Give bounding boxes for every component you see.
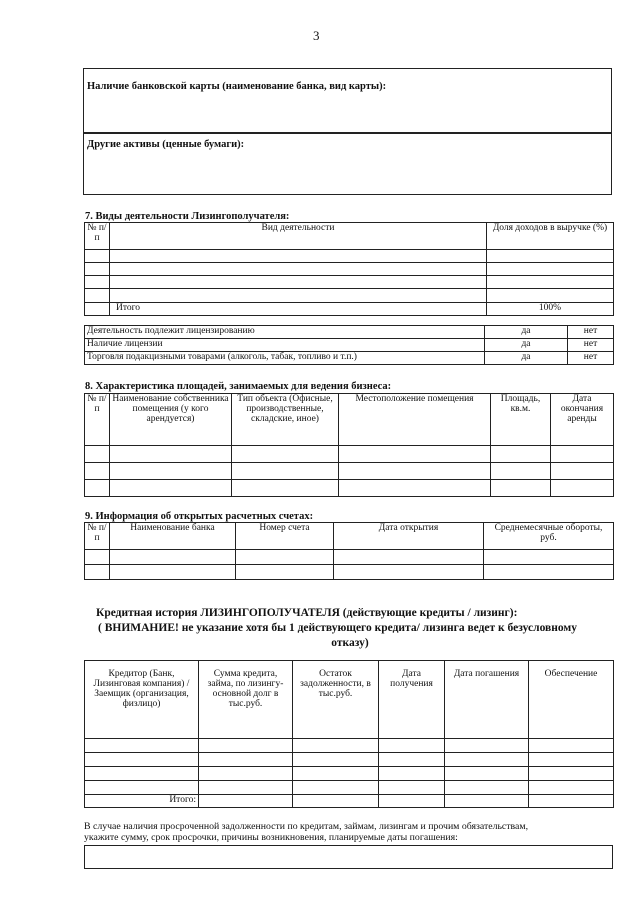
overdue-input-box[interactable] — [84, 845, 613, 869]
table-row[interactable] — [85, 480, 614, 497]
activities-total-value: 100% — [487, 303, 614, 316]
answer-no[interactable]: нет — [568, 352, 614, 365]
answer-yes[interactable]: да — [485, 339, 568, 352]
activities-header-activity: Вид деятельности — [110, 223, 487, 250]
credit-header-issue-date: Дата получения — [379, 661, 445, 739]
question-excise: Торговля подакцизными товарами (алкоголь, табак, топливо и т.п.) — [85, 352, 485, 365]
activities-header-share: Доля доходов в выручке (%) — [487, 223, 614, 250]
page-number: 3 — [313, 28, 320, 43]
question-license: Наличие лицензии — [85, 339, 485, 352]
other-assets-label: Другие активы (ценные бумаги): — [87, 139, 245, 150]
credit-warning-line1: ( ВНИМАНИЕ! не указание хотя бы 1 действующего кредита/ лизинга ведет к безусловному — [98, 622, 577, 634]
table-row[interactable] — [85, 276, 614, 289]
table-row[interactable] — [85, 463, 614, 480]
bank-card-box[interactable] — [83, 68, 612, 133]
accounts-header-open-date: Дата открытия — [334, 523, 484, 550]
activities-table — [84, 222, 614, 316]
overdue-text-line2: укажите сумму, срок просрочки, причины возникновения, планируемые даты погашения: — [84, 832, 458, 843]
table-row[interactable] — [85, 753, 614, 767]
credit-total-label: Итого: — [85, 795, 199, 808]
credit-warning-line2: отказу) — [331, 637, 369, 649]
credit-title: Кредитная история ЛИЗИНГОПОЛУЧАТЕЛЯ (действующие кредиты / лизинг): — [96, 607, 518, 619]
premises-header-owner: Наименование собственника помещения (у кого арендуется) — [110, 394, 232, 446]
table-row[interactable] — [85, 250, 614, 263]
credit-header-repay-date: Дата погашения — [445, 661, 529, 739]
premises-header-lease-end: Дата окончания аренды — [551, 394, 614, 446]
premises-header-area: Площадь, кв.м. — [491, 394, 551, 446]
answer-yes[interactable]: да — [485, 352, 568, 365]
answer-yes[interactable]: да — [485, 326, 568, 339]
table-row[interactable] — [85, 781, 614, 795]
credit-header-amount: Сумма кредита, займа, по лизингу- основной долг в тыс.руб. — [199, 661, 293, 739]
activities-header-num: № п/п — [85, 223, 110, 250]
question-licensing: Деятельность подлежит лицензированию — [85, 326, 485, 339]
section7-title: 7. Виды деятельности Лизингополучателя: — [85, 211, 290, 222]
accounts-table — [84, 522, 614, 580]
bank-card-label: Наличие банковской карты (наименование банка, вид карты): — [87, 81, 387, 92]
answer-no[interactable]: нет — [568, 339, 614, 352]
accounts-header-num: № п/п — [85, 523, 110, 550]
section9-title: 9. Информация об открытых расчетных счетах: — [85, 511, 314, 522]
activities-total-label: Итого — [110, 303, 487, 316]
license-table — [84, 325, 614, 365]
premises-table — [84, 393, 614, 497]
table-row[interactable] — [85, 289, 614, 303]
table-row[interactable] — [85, 565, 614, 580]
accounts-header-turnover: Среднемесячные обороты, руб. — [484, 523, 614, 550]
premises-header-num: № п/п — [85, 394, 110, 446]
accounts-header-number: Номер счета — [236, 523, 334, 550]
section8-title: 8. Характеристика площадей, занимаемых для ведения бизнеса: — [85, 381, 392, 392]
table-row[interactable] — [85, 263, 614, 276]
premises-header-type: Тип объекта (Офисные, производственные, складские, иное) — [232, 394, 339, 446]
accounts-header-bank: Наименование банка — [110, 523, 236, 550]
premises-header-location: Местоположение помещения — [339, 394, 491, 446]
credit-header-balance: Остаток задолженности, в тыс.руб. — [293, 661, 379, 739]
credit-header-collateral: Обеспечение — [529, 661, 614, 739]
answer-no[interactable]: нет — [568, 326, 614, 339]
table-row[interactable] — [85, 739, 614, 753]
table-row[interactable] — [85, 767, 614, 781]
credit-header-creditor: Кредитор (Банк, Лизинговая компания) /Заемщик (организация, физлицо) — [85, 661, 199, 739]
table-row[interactable] — [85, 446, 614, 463]
overdue-text-line1: В случае наличия просроченной задолженности по кредитам, займам, лизингам и прочим обязательствам, — [84, 821, 529, 832]
credit-table — [84, 660, 614, 808]
table-row[interactable] — [85, 550, 614, 565]
